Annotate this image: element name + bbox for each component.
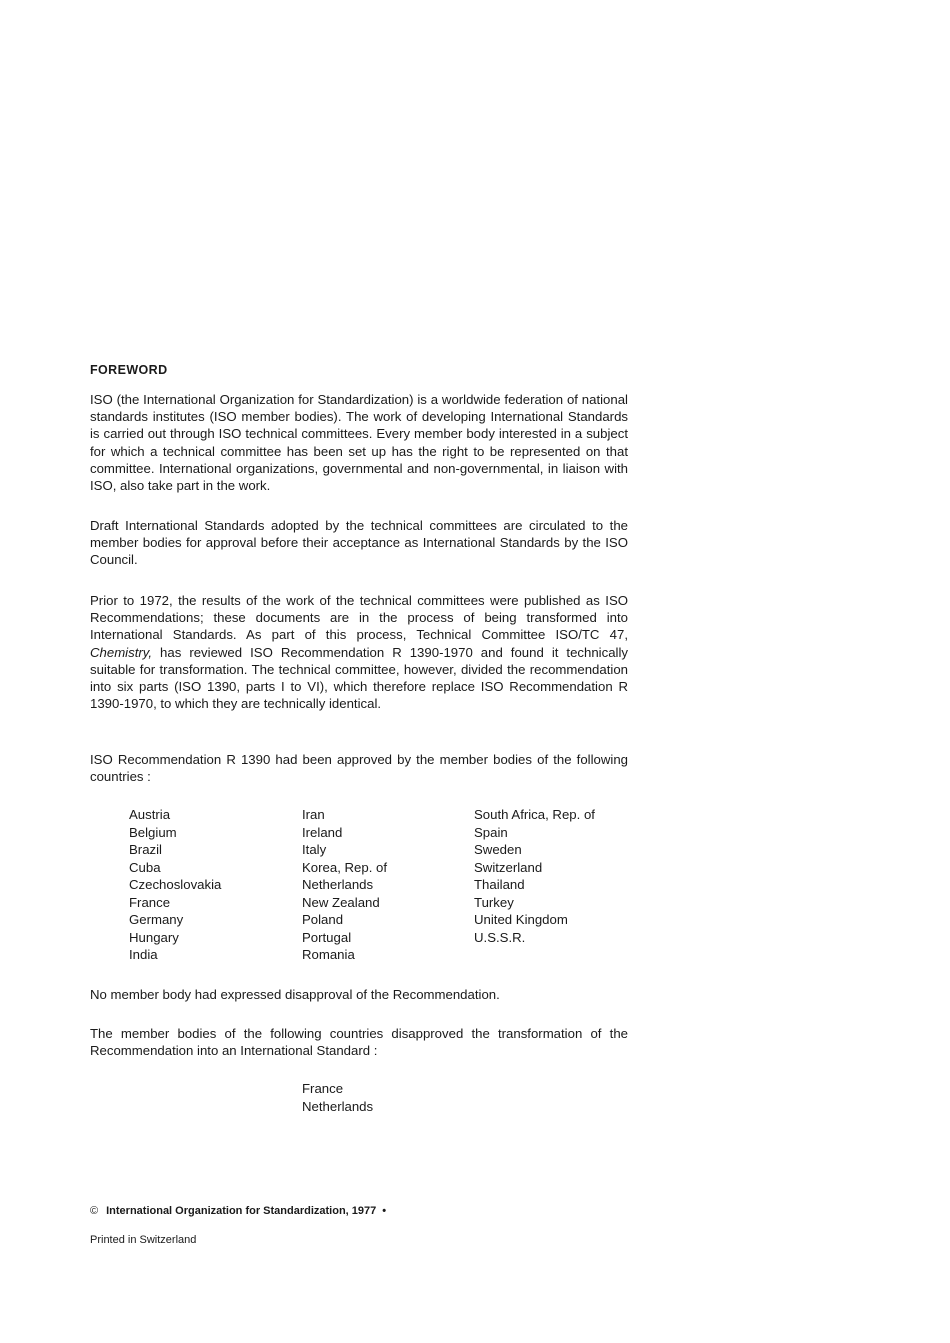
disapproving-country-item: Netherlands	[302, 1098, 374, 1114]
country-item: New Zealand	[302, 894, 380, 910]
country-item: U.S.S.R.	[474, 929, 526, 945]
country-item: Turkey	[474, 894, 514, 910]
country-item: Switzerland	[474, 859, 543, 875]
disapproving-country-list	[302, 1080, 373, 1115]
country-item: Ireland	[302, 824, 343, 840]
country-item: Spain	[474, 824, 508, 840]
country-item: Germany	[129, 912, 184, 927]
country-item: Czechoslovakia	[129, 877, 222, 892]
country-item: Belgium	[129, 824, 177, 840]
paragraph-draft-standards: Draft International Standards adopted by the technical committees are circulated to the member bodies for approval before their acceptance as International Standards by the ISO Council.	[90, 518, 628, 568]
country-item: Cuba	[129, 859, 161, 875]
foreword-heading: FOREWORD	[90, 363, 168, 377]
printed-in-note: Printed in Switzerland	[90, 1234, 197, 1246]
disapproving-country-item: France	[302, 1081, 344, 1096]
copyright-line	[90, 1203, 386, 1220]
country-item: Portugal	[302, 929, 352, 945]
country-item: France	[129, 894, 171, 910]
technical-committee-name: Chemistry,	[90, 644, 153, 660]
country-item: Hungary	[129, 929, 179, 945]
country-item: Iran	[302, 807, 325, 822]
country-item: Netherlands	[302, 877, 374, 892]
country-item: Italy	[302, 842, 327, 857]
paragraph-no-disapproval: No member body had expressed disapproval of the Recommendation.	[90, 987, 500, 1002]
country-item: Poland	[302, 912, 344, 927]
country-list-column-1	[129, 806, 221, 964]
paragraph-transformation-part1: Prior to 1972, the results of the work of the technical committees were published as ISO Recommendations; these documents are in the process of being transformed into International Standards. As part of this process, Technical Committee ISO/TC 47,	[90, 593, 628, 643]
country-list-column-2	[302, 806, 387, 964]
country-item: Romania	[302, 947, 355, 962]
copyright-text: International Organization for Standardization, 1977	[106, 1205, 377, 1217]
paragraph-transformation-part2: has reviewed ISO Recommendation R 1390-1970 and found it technically suitable for transformation. The technical committee, however, divided the recommendation into six parts (ISO 1390, parts I to VI), which therefore replace ISO Recommendation R 1390-1970, to which they are technically identical.	[90, 644, 628, 712]
paragraph-iso-intro: ISO (the International Organization for Standardization) is a worldwide federation of national standards institutes (ISO member bodies). The work of developing International Standards is carried out through ISO technical committees. Every member body interested in a subject for which a technical committee has been set up has the right to be represented on that committee. International organizations, governmental and non-governmental, in liaison with ISO, also take part in the work.	[90, 392, 628, 494]
country-item: Austria	[129, 807, 171, 822]
bullet-icon: •	[382, 1205, 387, 1217]
paragraph-transformation	[90, 592, 628, 712]
copyright-icon: ©	[90, 1205, 99, 1217]
country-item: Brazil	[129, 842, 162, 857]
country-list-column-3	[474, 806, 595, 946]
paragraph-approval: ISO Recommendation R 1390 had been approved by the member bodies of the following countries :	[90, 752, 628, 785]
country-item: Sweden	[474, 842, 522, 857]
country-item: India	[129, 947, 158, 962]
country-item: United Kingdom	[474, 912, 568, 927]
country-item: Thailand	[474, 877, 525, 892]
country-item: South Africa, Rep. of	[474, 807, 595, 822]
paragraph-disapproval: The member bodies of the following countries disapproved the transformation of the Recommendation into an International Standard :	[90, 1026, 628, 1059]
country-item: Korea, Rep. of	[302, 859, 388, 875]
